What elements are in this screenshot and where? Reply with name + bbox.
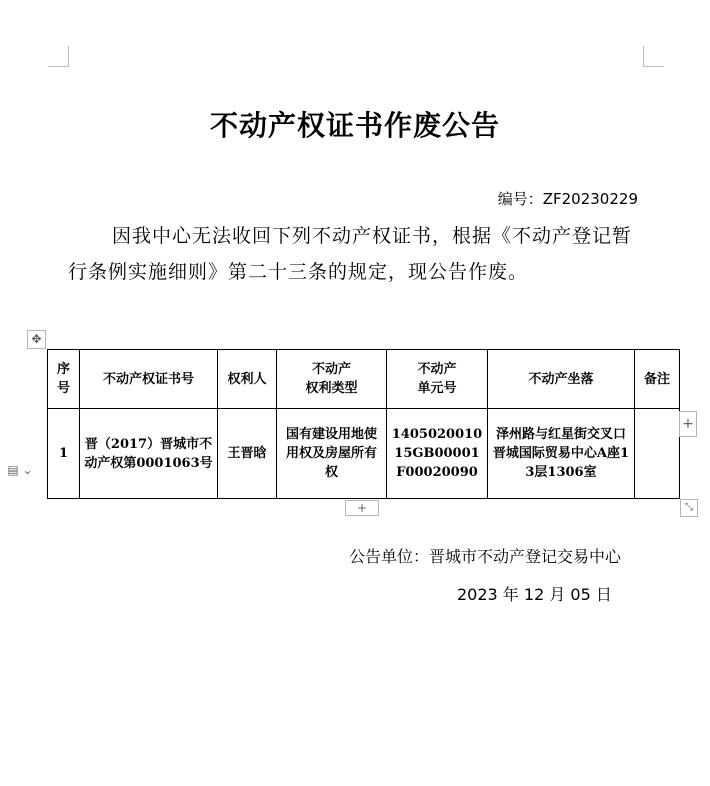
header-remark: 备注 <box>635 350 680 409</box>
cell-unit-no: 140502001015GB00001F00020090 <box>387 409 488 499</box>
header-seq: 序号 <box>48 350 80 409</box>
header-unit-no: 不动产 单元号 <box>387 350 488 409</box>
announcement-date: 2023 年 12 月 05 日 <box>457 585 612 604</box>
cell-holder: 王晋晗 <box>218 409 277 499</box>
certificate-table <box>47 349 680 499</box>
cell-remark <box>635 409 680 499</box>
page-title: 不动产权证书作废公告 <box>209 109 500 142</box>
header-cert-no: 不动产权证书号 <box>80 350 218 409</box>
cell-cert-no: 晋（2017）晋城市不动产权第0001063号 <box>80 409 218 499</box>
add-column-plus-icon[interactable]: + <box>679 411 697 437</box>
header-location: 不动产坐落 <box>488 350 635 409</box>
table-resize-icon[interactable]: ⤡ <box>680 499 698 517</box>
announcement-paragraph: 因我中心无法收回下列不动产权证书，根据《不动产登记暂行条例实施细则》第二十三条的规定，现公告作废。 <box>68 225 633 283</box>
table-row <box>48 409 680 499</box>
header-holder: 权利人 <box>218 350 277 409</box>
table-header-row <box>48 350 680 409</box>
cell-seq: 1 <box>48 409 80 499</box>
document-number: 编号：ZF20230229 <box>497 190 638 208</box>
table-move-handle-icon[interactable]: ✥ <box>27 330 46 349</box>
header-right-type: 不动产 权利类型 <box>277 350 387 409</box>
page-corner-top-right <box>643 46 664 67</box>
add-row-plus-icon[interactable]: + <box>345 500 379 516</box>
cell-location: 泽州路与红星街交叉口晋城国际贸易中心A座13层1306室 <box>488 409 635 499</box>
issuer: 公告单位：晋城市不动产登记交易中心 <box>349 547 622 566</box>
cell-right-type: 国有建设用地使用权及房屋所有权 <box>277 409 387 499</box>
row-menu-icon[interactable]: ▤ ⌄ <box>3 460 37 480</box>
page-corner-top-left <box>48 46 69 67</box>
